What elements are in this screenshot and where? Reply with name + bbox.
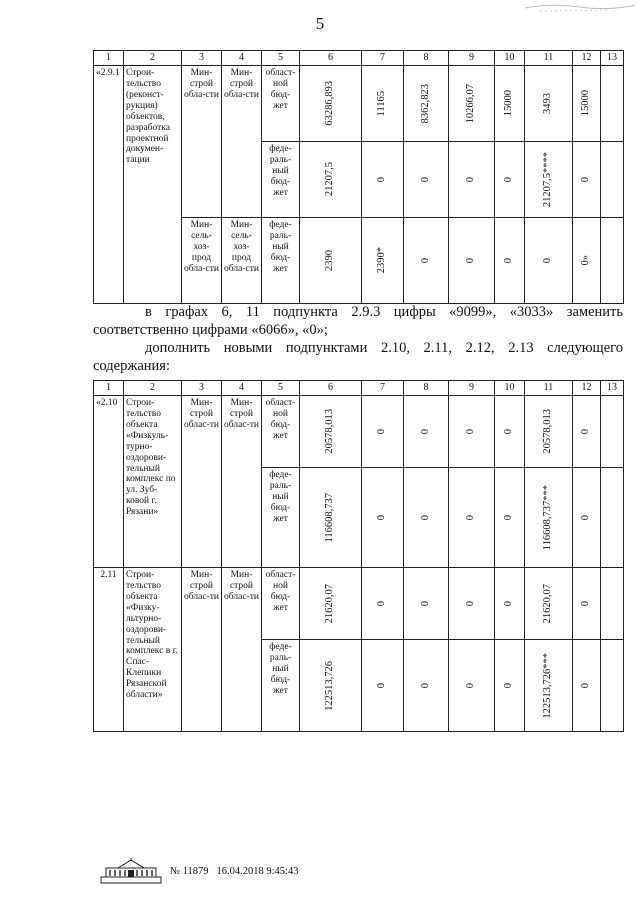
value-cell: 0 xyxy=(376,682,388,689)
value-cell: 3493 xyxy=(542,93,554,114)
executor-cell: Мин-строй обла-сти xyxy=(182,66,222,218)
value-cell: 15000 xyxy=(580,90,592,117)
value-cell: 0 xyxy=(503,600,515,607)
column-header: 5 xyxy=(262,51,300,66)
column-header: 11 xyxy=(525,51,573,66)
column-header: 3 xyxy=(182,51,222,66)
value-cell: 21207,5**** xyxy=(542,151,554,208)
value-cell: 2390 xyxy=(324,250,336,271)
value-cell: 0 xyxy=(419,176,431,183)
value-cell: 0 xyxy=(503,428,515,435)
item-name: Строи-тельство объекта «Физку-льтурно-оздорови-тельный комплекс в г. Спас-Клепики Рязанской области» xyxy=(124,568,182,732)
value-cell: 0 xyxy=(376,514,388,521)
column-header: 8 xyxy=(404,381,449,396)
value-cell: 0 xyxy=(580,682,592,689)
value-cell: 122513,726*** xyxy=(542,652,554,719)
column-header: 4 xyxy=(222,51,262,66)
table-row xyxy=(94,66,624,142)
column-header: 7 xyxy=(362,51,404,66)
column-header: 9 xyxy=(449,381,495,396)
value-cell: 0 xyxy=(580,600,592,607)
amendment-paragraph: дополнить новыми подпунктами 2.10, 2.11, 2.12, 2.13 следующего содержания: xyxy=(93,340,623,374)
column-header: 13 xyxy=(601,51,624,66)
value-cell: 0 xyxy=(580,428,592,435)
column-header: 4 xyxy=(222,381,262,396)
document-datetime: 16.04.2018 9:45:43 xyxy=(216,865,299,877)
value-cell: 0» xyxy=(580,255,592,266)
value-cell: 0 xyxy=(376,428,388,435)
value-cell: 63286,893 xyxy=(324,81,336,126)
value-cell: 0 xyxy=(419,600,431,607)
item-number: «2.10 xyxy=(94,396,124,568)
value-cell: 0 xyxy=(580,514,592,521)
value-cell: 0 xyxy=(503,682,515,689)
column-header: 2 xyxy=(124,51,182,66)
value-cell: 0 xyxy=(542,257,554,264)
column-header: 10 xyxy=(495,381,525,396)
value-cell: 20578,013 xyxy=(542,409,554,454)
value-cell: 11165 xyxy=(376,90,388,117)
column-numbers-row xyxy=(94,51,624,66)
funding-source: феде-раль-ный бюд-жет xyxy=(262,218,300,304)
value-cell: 116608,737*** xyxy=(542,484,554,551)
document-footer xyxy=(100,858,298,884)
value-cell: 0 xyxy=(503,176,515,183)
budget-table-section-2-9-1 xyxy=(93,50,624,304)
value-cell: 0 xyxy=(376,600,388,607)
column-header: 1 xyxy=(94,381,124,396)
value-cell: 0 xyxy=(465,514,477,521)
value-cell: 10266,07 xyxy=(465,83,477,124)
column-header: 5 xyxy=(262,381,300,396)
column-header: 1 xyxy=(94,51,124,66)
column-header: 12 xyxy=(573,51,601,66)
value-cell: 0 xyxy=(465,257,477,264)
value-cell: 0 xyxy=(419,514,431,521)
value-cell: 21620,07 xyxy=(324,583,336,624)
value-cell: 2390* xyxy=(376,247,388,274)
value-cell: 0 xyxy=(465,428,477,435)
column-header: 3 xyxy=(182,381,222,396)
value-cell: 0 xyxy=(419,257,431,264)
value-cell: 20578,013 xyxy=(324,409,336,454)
value-cell: 21620,07 xyxy=(542,583,554,624)
funding-source: област-ной бюд-жет xyxy=(262,396,300,468)
column-header: 13 xyxy=(601,381,624,396)
value-cell: 8362,823 xyxy=(419,83,431,124)
column-header: 6 xyxy=(300,51,362,66)
item-name: Строи-тельство (реконст-рукция) объектов, разработка проектной докумен-тации xyxy=(124,66,182,304)
executor-cell: Мин-строй облас-ти xyxy=(182,568,222,732)
value-cell: 0 xyxy=(580,176,592,183)
value-cell: 0 xyxy=(503,257,515,264)
column-header: 8 xyxy=(404,51,449,66)
value-cell: 0 xyxy=(465,176,477,183)
item-number: «2.9.1 xyxy=(94,66,124,304)
value-cell: 0 xyxy=(465,600,477,607)
column-header: 2 xyxy=(124,381,182,396)
table-row xyxy=(94,568,624,640)
column-header: 9 xyxy=(449,51,495,66)
column-header: 12 xyxy=(573,381,601,396)
column-header: 7 xyxy=(362,381,404,396)
page-number: 5 xyxy=(315,14,325,33)
executor-cell: Мин-сель-хоз-прод обла-сти xyxy=(222,218,262,304)
funding-source: област-ной бюд-жет xyxy=(262,66,300,142)
value-cell: 0 xyxy=(419,682,431,689)
value-cell: 21207,5 xyxy=(324,162,336,197)
value-cell: 122513,726 xyxy=(324,660,336,711)
corner-stamp-marks xyxy=(520,0,640,14)
funding-source: област-ной бюд-жет xyxy=(262,568,300,640)
column-header: 11 xyxy=(525,381,573,396)
value-cell: 116608,737 xyxy=(324,492,336,543)
item-number: 2.11 xyxy=(94,568,124,732)
value-cell: 0 xyxy=(465,682,477,689)
funding-source: феде-раль-ный бюд-жет xyxy=(262,142,300,218)
funding-source: феде-раль-ный бюд-жет xyxy=(262,468,300,568)
value-cell: 0 xyxy=(503,514,515,521)
government-building-emblem-icon xyxy=(100,858,162,884)
value-cell: 0 xyxy=(419,428,431,435)
item-name: Строи-тельство объекта «Физкуль-турно-оздорови-тельный комплекс по ул. Зуб-ковой г. Рязани» xyxy=(124,396,182,568)
budget-table-new-subitems xyxy=(93,380,624,732)
executor-cell: Мин-сель-хоз-прод обла-сти xyxy=(182,218,222,304)
column-numbers-row xyxy=(94,381,624,396)
value-cell: 0 xyxy=(376,176,388,183)
value-cell: 15000 xyxy=(503,90,515,117)
funding-source: феде-раль-ный бюд-жет xyxy=(262,640,300,732)
executor-cell: Мин-строй облас-ти xyxy=(222,568,262,732)
amendment-paragraph: в графах 6, 11 подпункта 2.9.3 цифры «9099», «3033» заменить соответственно цифрами «6066», «0»; xyxy=(93,304,623,338)
executor-cell: Мин-строй облас-ти xyxy=(182,396,222,568)
column-header: 6 xyxy=(300,381,362,396)
executor-cell: Мин-строй обла-сти xyxy=(222,66,262,218)
column-header: 10 xyxy=(495,51,525,66)
table-row xyxy=(94,396,624,468)
executor-cell: Мин-строй облас-ти xyxy=(222,396,262,568)
document-number: № 11879 xyxy=(170,865,209,877)
